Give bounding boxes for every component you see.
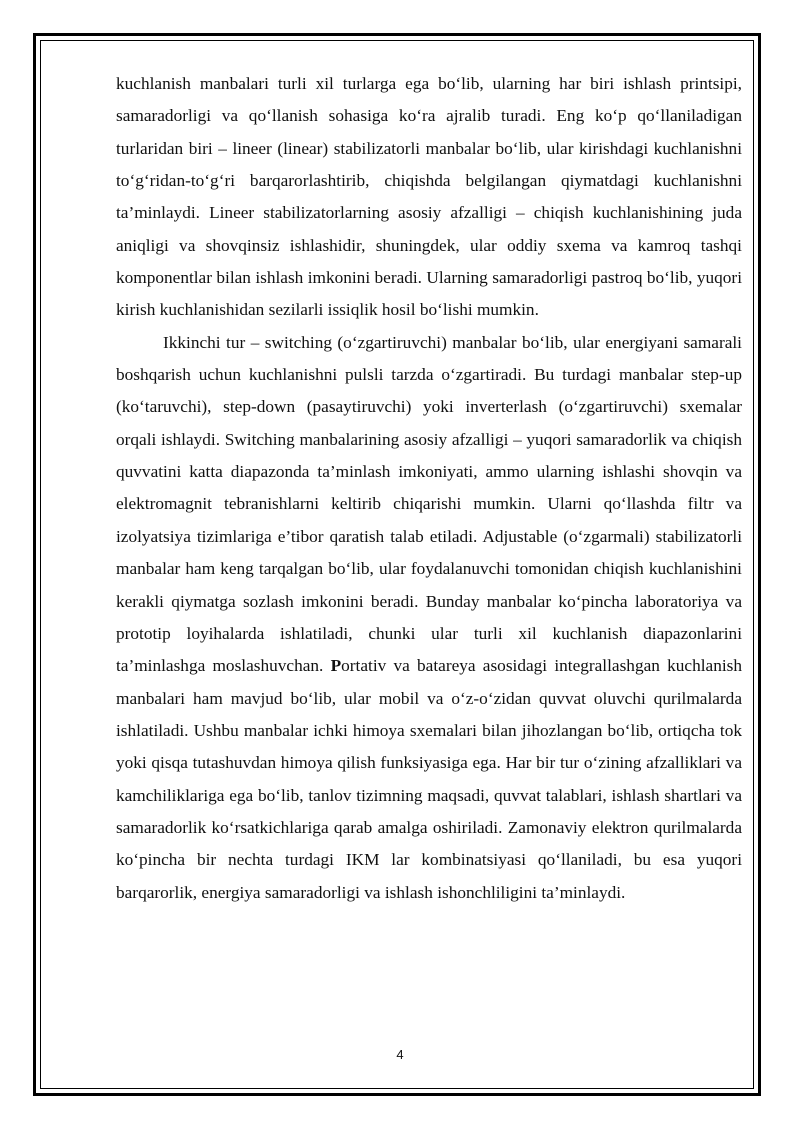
paragraph-2-text-part-1: Ikkinchi tur – switching (o‘zgartiruvchi) manbalar bo‘lib, ular energiyani samarali boshqarish uchun kuchlanishni pulsli tarzda o‘zgartiradi. Bu turdagi manbalar step-up (ko‘taruvchi), step-down (pasaytiruvchi) yoki inverterlash (o‘zgartiruvchi) sxemalar orqali ishlaydi. Switching manbalarining asosiy afzalligi – yuqori samaradorlik va chiqish quvvatini katta diapazonda ta’minlash imkoniyati, ammo ularning ishlashi shovqin va elektromagnit tebranishlarni keltirib chiqarishi mumkin. Ularni qo‘llashda filtr va izolyatsiya tizimlariga e’tibor qaratish talab etiladi. Adjustable (o‘zgarmali) stabilizatorli manbalar ham keng tarqalgan bo‘lib, ular foydalanuvchi tomonidan chiqish kuchlanishini kerakli qiymatga sozlash imkonini beradi. Bunday manbalar ko‘pincha laboratoriya va prototip loyihalarda ishlatiladi, chunki ular turli xil kuchlanish diapazonlarini ta’minlashga moslashuvchan.: [116, 332, 742, 676]
paragraph-1: kuchlanish manbalari turli xil turlarga ega bo‘lib, ularning har biri ishlash printsipi, samaradorligi va qo‘llanish sohasiga ko‘ra ajralib turadi. Eng ko‘p qo‘llaniladigan turlaridan biri – lineer (linear) stabilizatorli manbalar bo‘lib, ular kirishdagi kuchlanishni to‘g‘ridan-to‘g‘ri barqarorlashtirib, chiqishda belgilangan qiymatdagi kuchlanishni ta’minlaydi. Lineer stabilizatorlarning asosiy afzalligi – chiqish kuchlanishining juda aniqligi va shovqinsiz ishlashidir, shuningdek, ular oddiy sxema va kamroq tashqi komponentlar bilan ishlash imkonini beradi. Ularning samaradorligi pastroq bo‘lib, yuqori kirish kuchlanishidan sezilarli issiqlik hosil bo‘lishi mumkin.: [116, 74, 742, 320]
document-body: [116, 68, 742, 909]
paragraph-2-bold-letter: P: [330, 656, 342, 676]
page-number: 4: [396, 1047, 404, 1062]
paragraph-2-text-part-2: ortativ va batareya asosidagi integrallashgan kuchlanish manbalari ham mavjud bo‘lib, ular mobil va o‘z-o‘zidan quvvat oluvchi qurilmalarda ishlatiladi. Ushbu manbalar ichki himoya sxemalari bilan jihozlangan bo‘lib, ortiqcha tok yoki qisqa tutashuvdan himoya qilish funksiyasiga ega. Har bir tur o‘zining afzalliklari va kamchiliklariga ega bo‘lib, tanlov tizimning maqsadi, quvvat talablari, ishlash shartlari va samaradorlik ko‘rsatkichlariga qarab amalga oshiriladi. Zamonaviy elektron qurilmalarda ko‘pincha bir nechta turdagi IKM lar kombinatsiyasi qo‘llaniladi, bu esa yuqori barqarorlik, energiya samaradorligi va ishlash ishonchliligini ta’minlaydi.: [116, 656, 742, 902]
paragraph-2: [116, 327, 742, 909]
